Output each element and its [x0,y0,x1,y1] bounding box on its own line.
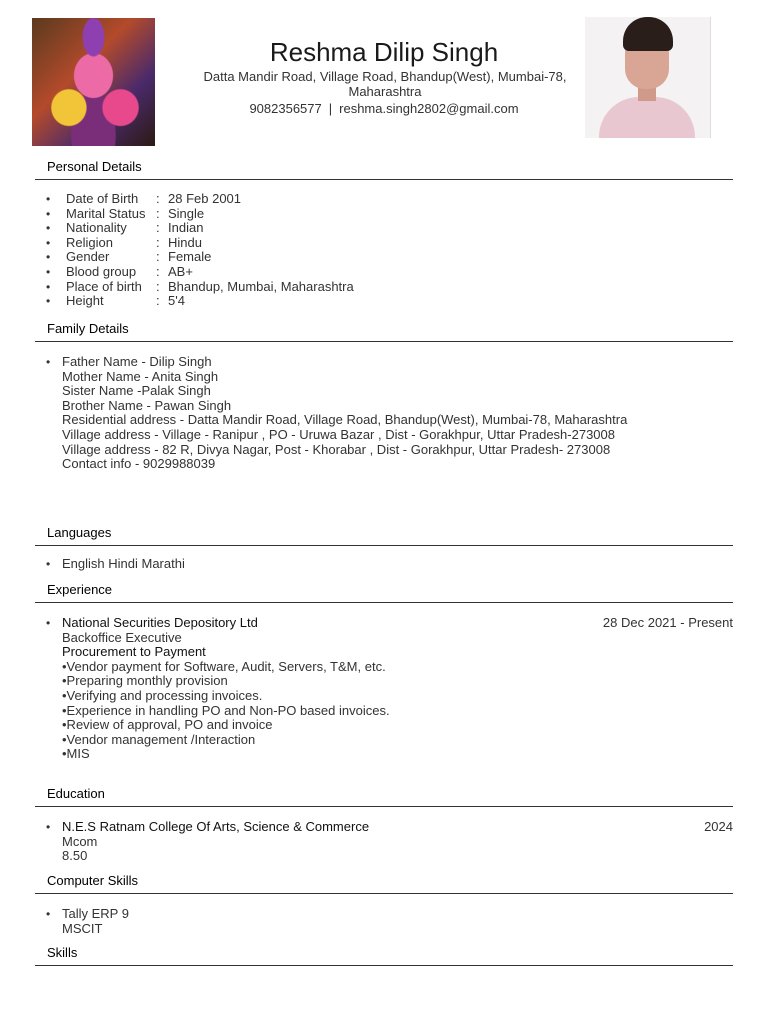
job-role: Backoffice Executive [62,629,182,645]
phone-number: 9082356577 [249,101,322,116]
personal-item: • Gender : Female [35,250,733,265]
profile-photo [585,17,711,138]
family-details-section [35,321,733,472]
section-title-experience: Experience [35,582,733,603]
experience-point: •Experience in handling PO and Non-PO based invoices. [62,702,390,718]
company-name: • National Securities Depository Ltd [62,615,258,630]
section-title-personal: Personal Details [35,159,733,180]
family-line: Village address - 82 R, Divya Nagar, Post - Khorabar , Dist - Gorakhpur, Uttar Pradesh- 273008 [62,441,611,457]
section-title-languages: Languages [35,525,733,546]
experience-point: •Review of approval, PO and invoice [62,717,273,733]
education-list [35,820,733,864]
experience-item [35,616,733,762]
experience-point: •MIS [62,746,90,762]
computer-skill: MSCIT [62,920,103,936]
degree: Mcom [62,833,98,849]
languages-list [35,557,733,572]
family-line: • Father Name - Dilip Singh [62,354,212,369]
family-details-list [35,355,733,472]
experience-point: •Preparing monthly provision [62,673,228,689]
personal-item: • Religion : Hindu [35,236,733,251]
personal-item: • Height : 5'4 [35,294,733,309]
experience-list [35,616,733,762]
experience-section [35,582,733,762]
college-name: • N.E.S Ratnam College Of Arts, Science & Commerce [62,819,370,834]
candidate-name: Reshma Dilip Singh [269,37,499,67]
computer-skill: • Tally ERP 9 [62,906,129,921]
personal-item: • Marital Status : Single [35,207,733,222]
education-item [35,820,733,864]
experience-point: •Vendor management /Interaction [62,731,256,747]
computer-skills-list [35,907,733,936]
contact-separator: | [328,101,333,116]
experience-subhead: Procurement to Payment [62,644,206,660]
candidate-address: Datta Mandir Road, Village Road, Bhandup(West), Mumbai-78, Maharashtra [203,69,567,99]
family-line: Mother Name - Anita Singh [62,368,219,384]
experience-point: •Verifying and processing invoices. [62,687,263,703]
personal-item: • Date of Birth : 28 Feb 2001 [35,192,733,207]
section-title-skills: Skills [35,945,733,966]
personal-item: • Nationality : Indian [35,221,733,236]
personal-item: • Place of birth : Bhandup, Mumbai, Maharashtra [35,280,733,295]
languages-item: • English Hindi Marathi [35,557,733,572]
experience-point: •Vendor payment for Software, Audit, Servers, T&M, etc. [62,658,386,674]
score: 8.50 [62,848,88,864]
personal-details-section [35,159,733,309]
education-section [35,786,733,864]
experience-date: 28 Dec 2021 - Present [602,615,733,630]
family-line: Brother Name - Pawan Singh [62,397,232,413]
email-address: reshma.singh2802@gmail.com [339,101,519,116]
family-line: Sister Name -Palak Singh [62,383,211,399]
family-details-item [35,355,733,472]
education-year: 2024 [704,819,733,834]
contact-line [0,101,768,116]
computer-skills-section [35,873,733,936]
computer-skills-item [35,907,733,936]
family-line: Residential address - Datta Mandir Road, Village Road, Bhandup(West), Mumbai-78, Maharashtra [62,412,628,428]
languages-section [35,525,733,572]
family-line: Contact info - 9029988039 [62,456,216,472]
section-title-computer-skills: Computer Skills [35,873,733,894]
family-line: Village address - Village - Ranipur , PO - Uruwa Bazar , Dist - Gorakhpur, Uttar Pradesh-273008 [62,426,615,442]
personal-details-list [35,192,733,309]
personal-item: • Blood group : AB+ [35,265,733,280]
section-title-education: Education [35,786,733,807]
section-title-family: Family Details [35,321,733,342]
skills-section [35,945,733,966]
